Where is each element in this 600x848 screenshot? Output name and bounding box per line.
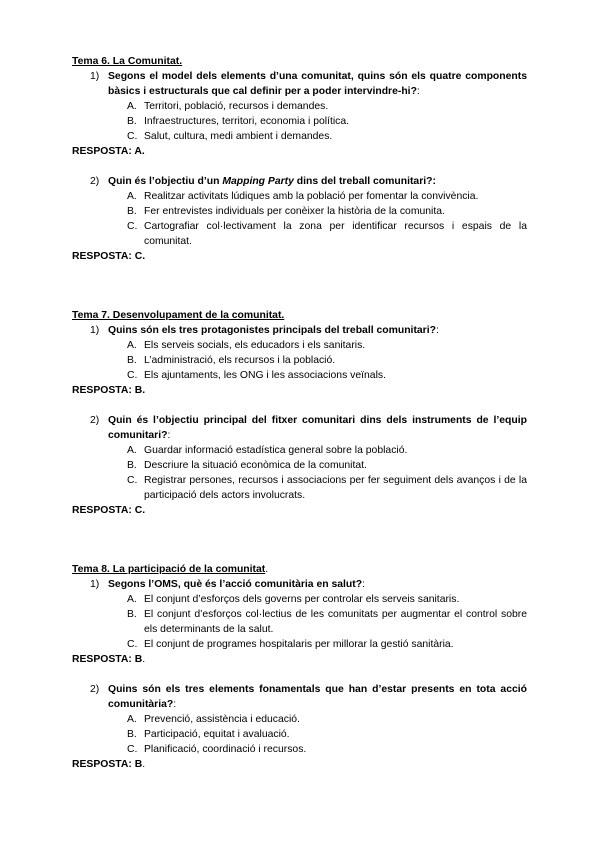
question-text <box>108 413 527 443</box>
option-list <box>127 592 527 652</box>
option-text: Realitzar activitats lúdiques amb la població per fomentar la convivència. <box>144 191 479 202</box>
option-letter: A. <box>127 714 137 725</box>
question-text-main: Quins són els tres protagonistes principals del treball comunitari? <box>108 325 436 336</box>
option-item <box>127 353 527 368</box>
option-item <box>127 204 527 219</box>
option-text: Participació, equitat i avaluació. <box>144 729 290 740</box>
option-item <box>127 607 527 637</box>
option-text: Prevenció, assistència i educació. <box>144 714 300 725</box>
option-letter: A. <box>127 101 137 112</box>
option-letter: C. <box>127 744 138 755</box>
option-letter: B. <box>127 729 137 740</box>
answer-line <box>72 757 527 772</box>
section-tema-8 <box>72 562 527 772</box>
question-tail: : <box>362 579 365 590</box>
option-list <box>127 443 527 503</box>
option-text: Infraestructures, territori, economia i política. <box>144 116 350 127</box>
option-list <box>127 338 527 383</box>
question-tail: : <box>167 430 171 441</box>
section-title-text: Tema 8. La participació de la comunitat <box>72 564 266 575</box>
option-letter: A. <box>127 594 137 605</box>
option-item <box>127 129 527 144</box>
section-title <box>72 562 527 577</box>
question-item <box>90 413 527 443</box>
answer-line <box>72 652 527 667</box>
question-tail: : <box>435 325 439 336</box>
question-item <box>90 174 527 189</box>
question-text <box>108 69 527 99</box>
option-letter: A. <box>127 445 137 456</box>
answer-text: RESPOSTA: B <box>72 759 143 770</box>
option-text: Guardar informació estadística general sobre la població. <box>144 445 408 456</box>
question-item <box>90 682 527 712</box>
answer-line: RESPOSTA: B. <box>72 385 146 396</box>
option-text: El conjunt d’esforços dels governs per controlar els serveis sanitaris. <box>144 594 460 605</box>
section-tema-6 <box>72 54 527 264</box>
option-item <box>127 727 527 742</box>
option-letter: B. <box>127 609 137 620</box>
section-tema-7 <box>72 308 527 518</box>
answer-tail: . <box>142 759 146 770</box>
option-item <box>127 742 527 757</box>
question-number: 1) <box>90 579 100 590</box>
question-tail: : <box>173 699 177 710</box>
option-item <box>127 338 527 353</box>
option-item <box>127 99 527 114</box>
question-text-main: Segons l’OMS, què és l’acció comunitària en salut? <box>108 579 363 590</box>
option-list <box>127 712 527 757</box>
section-title: Tema 6. La Comunitat. <box>72 56 183 67</box>
question-number: 2) <box>90 176 100 187</box>
question-text-italic: Mapping Party <box>222 176 294 187</box>
option-letter: A. <box>127 340 137 351</box>
question-text <box>108 682 527 712</box>
option-text: Territori, població, recursos i demandes. <box>144 101 329 112</box>
option-letter: B. <box>127 460 137 471</box>
question-number: 2) <box>90 684 100 695</box>
option-text: Els ajuntaments, les ONG i les associacions veïnals. <box>144 370 386 381</box>
option-item <box>127 592 527 607</box>
option-item <box>127 473 527 503</box>
answer-line: RESPOSTA: A. <box>72 146 145 157</box>
option-item <box>127 189 527 204</box>
option-text: Planificació, coordinació i recursos. <box>144 744 307 755</box>
option-letter: C. <box>127 475 138 486</box>
question-text <box>108 577 527 592</box>
option-letter: C. <box>127 639 138 650</box>
option-letter: B. <box>127 116 137 127</box>
question-text-main: Quin és l’objectiu d’un <box>108 176 223 187</box>
option-text: El conjunt de programes hospitalaris per millorar la gestió sanitària. <box>144 639 454 650</box>
question-item <box>90 69 527 99</box>
question-text-main: Segons el model dels elements d’una comunitat, quins són els quatre components bàsics i estructurals que cal definir per a poder intervindre-hi? <box>108 71 527 97</box>
question-item <box>90 323 527 338</box>
answer-tail: . <box>142 654 146 665</box>
question-tail: : <box>416 86 420 97</box>
question-number: 1) <box>90 71 100 82</box>
option-list <box>127 189 527 249</box>
option-letter: C. <box>127 370 138 381</box>
option-list <box>127 99 527 144</box>
option-item <box>127 368 527 383</box>
option-item <box>127 443 527 458</box>
option-letter: B. <box>127 206 137 217</box>
option-text: Cartografiar col·lectivament la zona per identificar recursos i espais de la comunitat. <box>144 221 527 247</box>
option-text: Descriure la situació econòmica de la comunitat. <box>144 460 367 471</box>
option-text: L’administració, els recursos i la població. <box>144 355 336 366</box>
option-item <box>127 458 527 473</box>
document-page <box>72 54 527 772</box>
option-text: Registrar persones, recursos i associacions per fer seguiment dels avanços i de la participació dels actors involucrats. <box>144 475 527 501</box>
question-number: 1) <box>90 325 100 336</box>
option-text: Fer entrevistes individuals per conèixer la història de la comunita. <box>144 206 445 217</box>
question-item <box>90 577 527 592</box>
section-title-tail: . <box>265 564 269 575</box>
option-letter: B. <box>127 355 137 366</box>
option-text: Els serveis socials, els educadors i els sanitaris. <box>144 340 366 351</box>
answer-text: RESPOSTA: B <box>72 654 143 665</box>
question-number: 2) <box>90 415 100 426</box>
option-letter: C. <box>127 221 138 232</box>
question-text-main: Quin és l’objectiu principal del fitxer comunitari dins dels instruments de l’equip comunitari? <box>108 415 527 441</box>
option-text: Salut, cultura, medi ambient i demandes. <box>144 131 333 142</box>
option-item <box>127 114 527 129</box>
answer-line: RESPOSTA: C. <box>72 505 146 516</box>
option-item <box>127 712 527 727</box>
option-letter: A. <box>127 191 137 202</box>
option-letter: C. <box>127 131 138 142</box>
question-text <box>108 174 527 189</box>
option-text: El conjunt d’esforços col·lectius de les comunitats per augmentar el control sobre els determinants de la salut. <box>144 609 527 635</box>
answer-line: RESPOSTA: C. <box>72 251 146 262</box>
option-item <box>127 219 527 249</box>
option-item <box>127 637 527 652</box>
question-text-main: Quins són els tres elements fonamentals que han d’estar presents en tota acció comunitària? <box>108 684 527 710</box>
section-title: Tema 7. Desenvolupament de la comunitat. <box>72 310 285 321</box>
question-text <box>108 323 527 338</box>
question-text-end: dins del treball comunitari?: <box>293 176 436 187</box>
